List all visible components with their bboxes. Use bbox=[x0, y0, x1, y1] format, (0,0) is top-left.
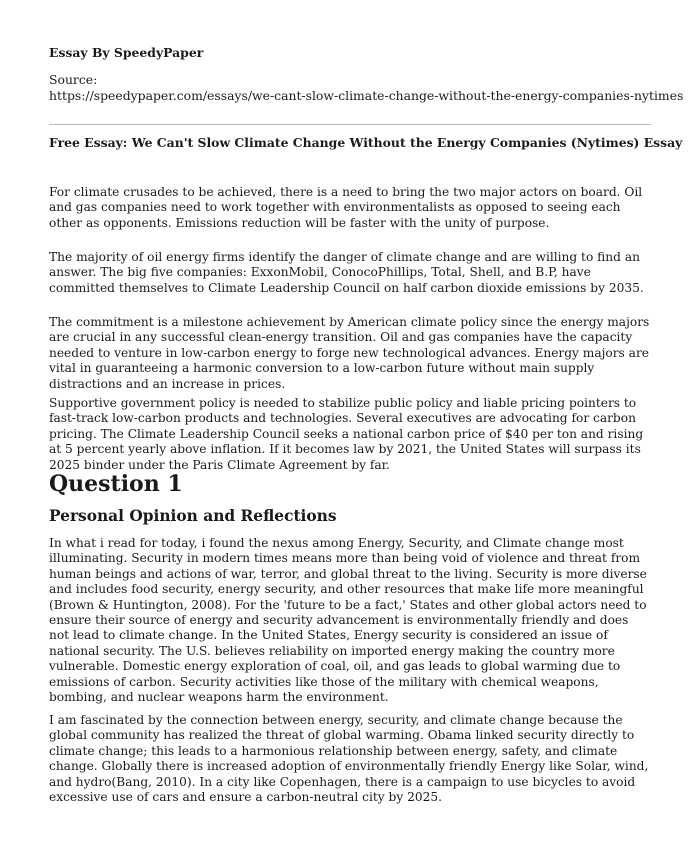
header-divider bbox=[49, 124, 651, 125]
essay-paragraph-2: The majority of oil energy firms identify the danger of climate change and are willing to find an answer. The big five companies: ExxonMobil, ConocoPhillips, Total, Shell, and B.P, have committed themselves to Climate Leadership Council on half carbon dioxide emissions by 2035. bbox=[49, 250, 644, 295]
document-header-title: Essay By SpeedyPaper bbox=[49, 45, 204, 60]
essay-paragraph-4: Supportive government policy is needed to stabilize public policy and liable pricing pointers to fast-track low-carbon products and technologies. Several executives are advocating for carbon pricing. The Climate Leadership Council seeks a national carbon price of $40 per ton and rising at 5 percent yearly above inflation. If it becomes law by 2021, the United States will surpass its 2025 binder under the Paris Climate Agreement by far. bbox=[49, 396, 644, 472]
essay-title: Free Essay: We Can't Slow Climate Change Without the Energy Companies (Nytimes) Essay bbox=[49, 135, 683, 150]
opinion-paragraph-1: In what i read for today, i found the nexus among Energy, Security, and Climate change most illuminating. Security in modern times means more than being void of violence and threat from human beings and actions of war, terror, and global threat to the living. Security is more diverse and includes food security, energy security, and other resources that make life more meaningful (Brown & Huntington, 2008). For the 'future to be a fact,' States and other global actors need to ensure their source of energy and security advancement is environmentally friendly and does not lead to climate change. In the United States, Energy security is considered an issue of national security. The U.S. believes reliability on imported energy making the country more vulnerable. Domestic energy exploration of coal, oil, and gas leads to global warming due to emissions of carbon. Security activities like those of the military with chemical weapons, bombing, and nuclear weapons harm the environment. bbox=[49, 536, 647, 705]
source-label: Source: bbox=[49, 72, 98, 87]
opinion-paragraph-2: I am fascinated by the connection between energy, security, and climate change because the global community has realized the threat of global warming. Obama linked security directly to climate change; this leads to a harmonious relationship between energy, safety, and climate change. Globally there is increased adoption of environmentally friendly Energy like Solar, wind, and hydro(Bang, 2010). In a city like Copenhagen, there is a campaign to use bicycles to avoid excessive use of cars and ensure a carbon-neutral city by 2025. bbox=[49, 713, 649, 805]
essay-paragraph-1: For climate crusades to be achieved, there is a need to bring the two major actors on board. Oil and gas companies need to work together with environmentalists as opposed to seeing each other as opponents. Emissions reduction will be faster with the unity of purpose. bbox=[49, 185, 643, 230]
source-url[interactable]: https://speedypaper.com/essays/we-cant-slow-climate-change-without-the-energy-companies-nytimes bbox=[49, 88, 684, 103]
essay-paragraph-3: The commitment is a milestone achievement by American climate policy since the energy majors are crucial in any successful clean-energy transition. Oil and gas companies have the capacity needed to venture in low-carbon energy to forge new technological advances. Energy majors are vital in guaranteeing a harmonic conversion to a low-carbon future without main supply distractions and an increase in prices. bbox=[49, 315, 650, 391]
section-subheading: Personal Opinion and Reflections bbox=[49, 507, 337, 525]
question-heading: Question 1 bbox=[49, 471, 183, 497]
